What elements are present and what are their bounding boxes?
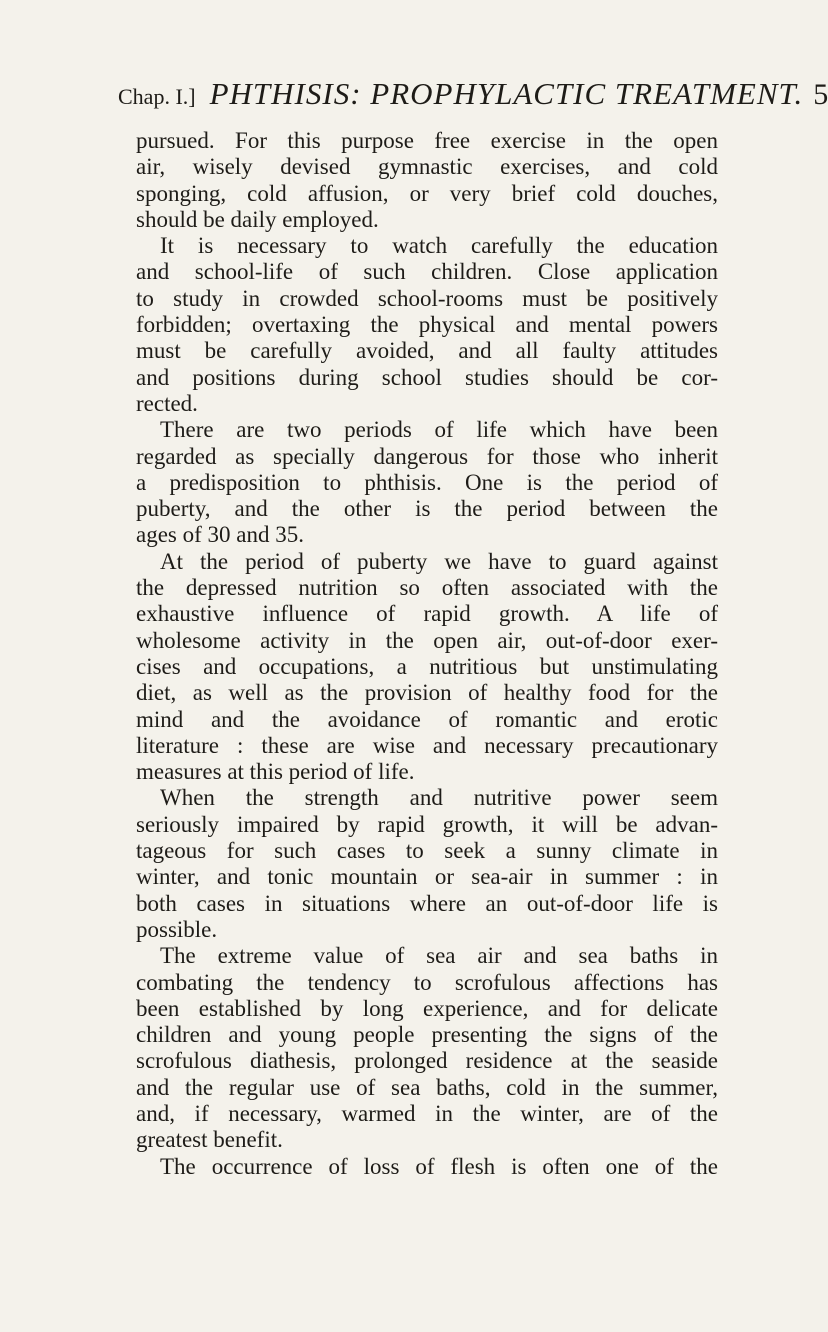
text-line: a predisposition to phthisis. One is the period of <box>136 469 718 495</box>
text-line: mind and the avoidance of romantic and erotic <box>136 706 718 732</box>
text-line: rected. <box>136 390 198 416</box>
text-line: to study in crowded school-rooms must be positively <box>136 285 718 311</box>
text-line: and school-life of such children. Close application <box>136 259 718 285</box>
chapter-label: Chap. I.] <box>118 84 196 109</box>
body-text <box>136 128 718 1180</box>
running-title: PHTHISIS: PROPHYLACTIC TREATMENT. <box>209 76 804 111</box>
text-line: should be daily employed. <box>136 206 379 232</box>
text-line: measures at this period of life. <box>136 759 415 785</box>
text-line: diet, as well as the provision of healthy food for the <box>136 680 718 706</box>
text-line: children and young people presenting the signs of the <box>136 1022 718 1048</box>
text-line: and positions during school studies should be cor- <box>136 364 718 390</box>
text-line: pursued. For this purpose free exercise in the open <box>136 128 718 153</box>
text-line: cises and occupations, a nutritious but unstimulating <box>136 653 718 679</box>
text-line: possible. <box>136 916 218 942</box>
text-line: When the strength and nutritive power seem <box>160 785 718 811</box>
text-line: air, wisely devised gymnastic exercises, and cold <box>136 154 718 180</box>
text-line: tageous for such cases to seek a sunny climate in <box>136 838 718 864</box>
text-line: The occurrence of loss of flesh is often one of the <box>160 1153 718 1179</box>
text-line: seriously impaired by rapid growth, it will be advan- <box>136 811 718 837</box>
text-line: There are two periods of life which have been <box>160 417 718 443</box>
text-line: and the regular use of sea baths, cold in the summer, <box>136 1074 718 1100</box>
text-line: been established by long experience, and for delicate <box>136 995 718 1021</box>
text-line: puberty, and the other is the period between the <box>136 496 718 522</box>
text-line: It is necessary to watch carefully the education <box>160 233 718 259</box>
text-line: sponging, cold affusion, or very brief cold douches, <box>136 180 718 206</box>
text-line: scrofulous diathesis, prolonged residence at the seaside <box>136 1048 718 1074</box>
text-line: ages of 30 and 35. <box>136 522 304 548</box>
text-line: wholesome activity in the open air, out-of-door exer- <box>136 627 718 653</box>
text-line: both cases in situations where an out-of-door life is <box>136 890 718 916</box>
running-head <box>118 76 828 120</box>
text-line: literature : these are wise and necessary precautionary <box>136 732 718 758</box>
text-line: The extreme value of sea air and sea baths in <box>160 943 718 969</box>
text-line: regarded as specially dangerous for those who inherit <box>136 443 718 469</box>
text-line: winter, and tonic mountain or sea-air in summer : in <box>136 864 718 890</box>
page-number: 5 <box>813 78 828 111</box>
text-line: the depressed nutrition so often associated with the <box>136 575 718 601</box>
text-line: At the period of puberty we have to guard against <box>160 548 718 574</box>
text-line: exhaustive influence of rapid growth. A life of <box>136 601 718 627</box>
text-line: and, if necessary, warmed in the winter, are of the <box>136 1100 718 1126</box>
text-line: forbidden; overtaxing the physical and mental powers <box>136 312 718 338</box>
text-line: combating the tendency to scrofulous affections has <box>136 969 718 995</box>
text-line: greatest benefit. <box>136 1127 283 1153</box>
text-line: must be carefully avoided, and all faulty attitudes <box>136 338 718 364</box>
